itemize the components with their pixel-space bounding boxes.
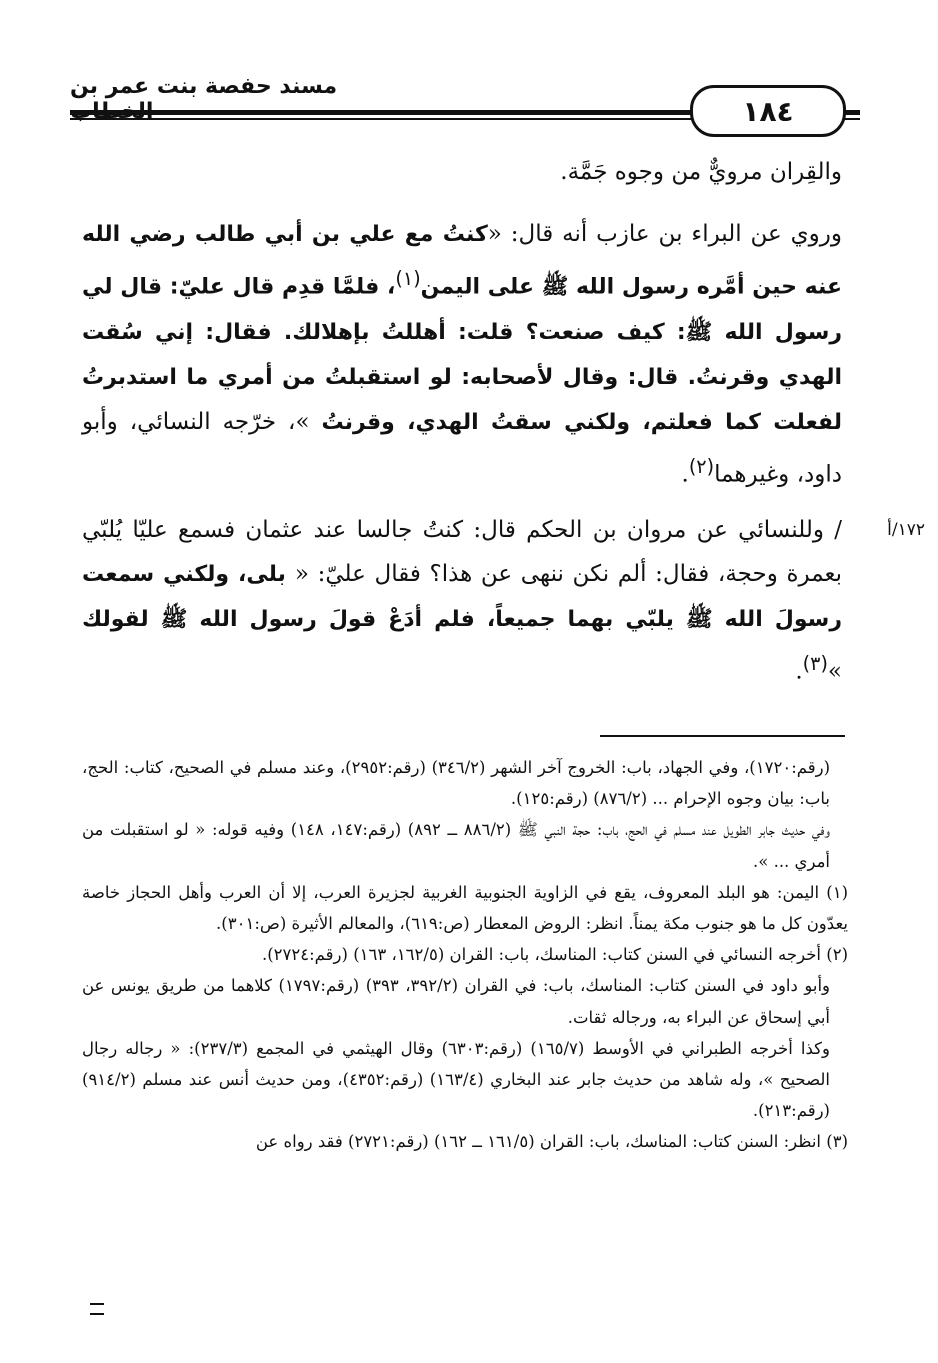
footnote-line: وأبو داود في السنن كتاب: المناسك، باب: في القران (٣٩٢/٢، ٣٩٣) (رقم:١٧٩٧) كلاهما من طريق يونس عن أبي إسحاق عن البراء به، ورجاله ثقات. (82, 976, 830, 1027)
p2-intro: وروي عن البراء بن عازب أنه قال: « (487, 221, 842, 247)
p3-slash: / (823, 517, 842, 544)
p2-quote-a: كنتُ مع علي بن أبي طالب رضي الله عنه حين أمَّره رسول الله ﷺ على اليمن (82, 222, 842, 300)
paragraph-1: والقِران مرويٌّ من وجوه جَمَّة. (560, 159, 842, 185)
p2-quote-b: ، فلمَّا قدِم قال عليّ: قال لي رسول الله ﷺ: كيف صنعت؟ قلت: أهللتُ بإهلالك. فقال: إني سُقت الهدي وقرنتُ. قال: وقال لأصحابه: لو استقبلتُ من أمري ما استدبرتُ لفعلت كما فعلتم، ولكني سقتُ الهدي، وقرنتُ (82, 274, 843, 435)
footnote-separator (600, 735, 845, 737)
p3-intro: وللنسائي عن مروان بن الحكم قال: كنتُ جالسا عند عثمان فسمع عليّا يُلبّي بعمرة وحجة، فقال: ألم نكن ننهى عن هذا؟ فقال عليّ: « (82, 517, 842, 588)
footnote-marker-2[interactable]: (٢) (688, 454, 715, 478)
p3-end: . (795, 658, 803, 685)
continuation-mark (90, 1303, 104, 1315)
paragraph-3 (82, 508, 842, 694)
footnote-line: وكذا أخرجه الطبراني في الأوسط (١٦٥/٧) (رقم:٦٣٠٣) وقال الهيثمي في المجمع (٢٣٧/٣): « رجاله رجال الصحيح »، وله شاهد من حديث جابر عند البخاري (١٦٣/٤) (رقم:٤٣٥٢)، ومن حديث أنس عند مسلم (٩١٤/٢) (رقم:٢١٣). (82, 1038, 831, 1121)
footnote-line: وفي حديث جابر الطويل عند مسلم في الحج، باب: حجة النبي ﷺ (٨٨٦/٢ ــ ٨٩٢) (رقم:١٤٧، ١٤٨) وفيه قوله: « لو استقبلت من أمري ... ». (82, 820, 830, 871)
page-number: ١٨٤ (690, 85, 846, 137)
manuscript-folio-ref: ١٧٢/أ (887, 520, 925, 540)
p2-end: . (681, 461, 689, 488)
p2-close: »، خرّجه النسائي، وأبو داود، وغيرهما (82, 408, 842, 488)
main-text (82, 150, 842, 706)
footnote-marker-1[interactable]: (١) (395, 267, 421, 290)
running-title: مسند حفصة بنت عمر بن (70, 74, 338, 99)
p3-quote: بلى، ولكني سمعت رسولَ الله ﷺ يلبّي بهما جميعاً، فلم أدَعْ قولَ رسول الله ﷺ لقولك (82, 562, 842, 633)
footnote-2: (٢) أخرجه النسائي في السنن كتاب: المناسك، باب: القران (١٦٢/٥، ١٦٣) (رقم:٢٧٢٤). (261, 945, 848, 965)
paragraph-2 (82, 212, 842, 496)
page-header (70, 60, 860, 140)
footnotes (82, 752, 848, 1158)
footnote-line: (رقم:١٧٢٠)، وفي الجهاد، باب: الخروج آخر الشهر (٣٤٦/٢) (رقم:٢٩٥٢)، وعند مسلم في الصحيح، كتاب: الحج، باب: بيان وجوه الإحرام ... (٨٧٦/٢) (رقم:١٢٥). (82, 758, 831, 809)
footnote-marker-3[interactable]: (٣) (802, 652, 828, 676)
footnote-1: (١) اليمن: هو البلد المعروف، يقع في الزاوية الجنوبية الغربية لجزيرة العرب، إلا أن العرب وأهل الحجاز خاصة يعدّون كل ما هو جنوب مكة يمناً. انظر: الروض المعطار (ص:٦١٩)، والمعالم الأثيرة (ص:٣٠١). (82, 882, 848, 934)
p3-close: » (827, 658, 842, 685)
footnote-3: (٣) انظر: السنن كتاب: المناسك، باب: القران (١٦١/٥ ــ ١٦٢) (رقم:٢٧٢١) فقد رواه عن (255, 1132, 848, 1152)
